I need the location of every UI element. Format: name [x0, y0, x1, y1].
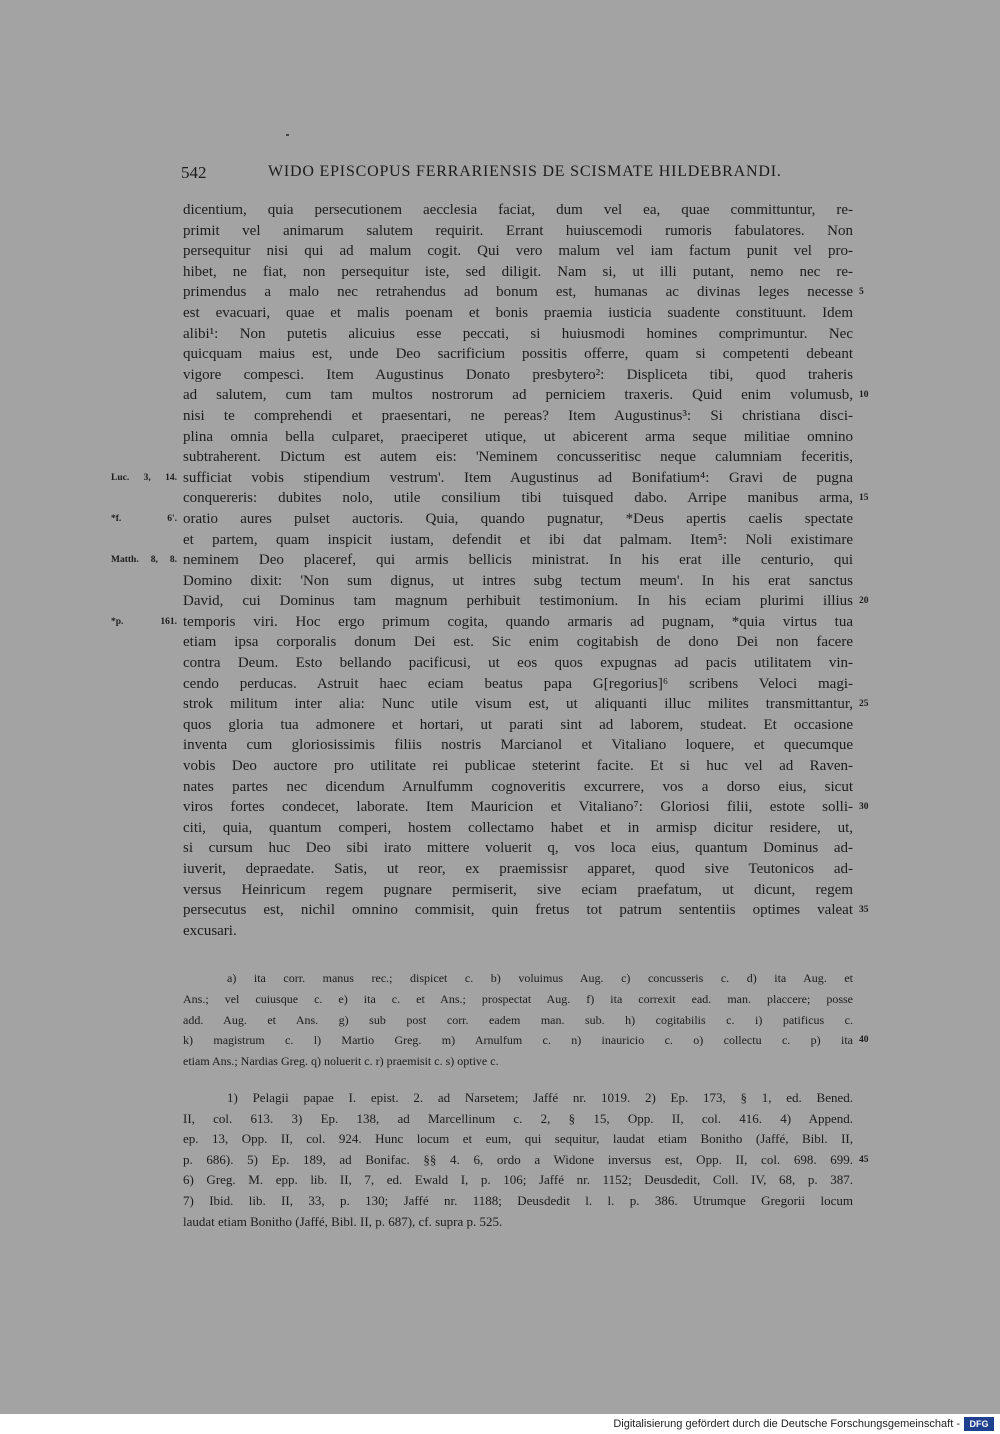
body-text: versus Heinricum regem pugnare permiserit, sive eciam praefatum, ut dicunt, regem [183, 881, 853, 898]
body-text: et partem, quam inspicit iustam, defendit et ibi dat palmam. Item⁵: Noli existimare [183, 531, 853, 548]
body-line [183, 488, 869, 509]
footnote-line [183, 1109, 853, 1130]
body-line [183, 303, 853, 324]
body-text: hibet, ne fiat, non persequitur iste, sed diligit. Nam si, ut illi putant, nemo nec re- [183, 263, 853, 280]
body-text: est evacuari, quae et malis poenam et bonis praemia iusticia suadente constituunt. Idem [183, 304, 853, 321]
body-text: persequitur nisi qui ad malum cogit. Qui vero malum vel iam factum punit vel pro- [183, 243, 853, 260]
body-text: David, cui Dominus tam magnum perhibuit testimonium. In his eciam plurimi illius [183, 593, 853, 610]
body-text: conquereris: dubites nolo, utile consilium tibi tuisqued dabo. Arripe manibus arma, [183, 490, 853, 507]
body-line [111, 509, 853, 530]
body-text: temporis viri. Hoc ergo primum cogita, quando armaris ad pugnam, *quia virtus tua [183, 613, 853, 630]
body-line [183, 365, 853, 386]
apparatus-line [183, 1051, 853, 1072]
line-number: 30 [859, 802, 869, 813]
apparatus-text: etiam Ans.; Nardias Greg. q) noluerit c. r) praemisit c. s) optive c. [183, 1054, 499, 1069]
body-text: iuverit, depraedate. Satis, ut reor, ex praemissisr apparet, quod sive Teutonicos ad- [183, 861, 853, 877]
body-line [183, 694, 869, 715]
line-number: 20 [859, 596, 869, 607]
body-line [183, 530, 853, 551]
body-line [183, 427, 853, 448]
body-line [183, 818, 853, 839]
body-line [183, 900, 869, 921]
apparatus-text: a) ita corr. manus rec.; dispicet c. b) voluimus Aug. c) concusseris c. d) ita Aug. et [227, 971, 853, 985]
margin-reference: Luc. 3, 14. [111, 472, 177, 483]
body-text: vobis Deo auctore pro utilitate rei publicae steterint facite. Et si huc vel ad Raven- [183, 758, 853, 775]
body-line [111, 550, 853, 571]
body-line [183, 838, 853, 859]
page-number: 542 [181, 163, 207, 182]
footnote-line [183, 1129, 853, 1150]
body-line [183, 632, 853, 653]
body-text: oratio aures pulset auctoris. Quia, quando pugnatur, *Deus apertis caelis spectate [183, 510, 853, 527]
line-number: 25 [859, 699, 869, 710]
funding-notice: Digitalisierung gefördert durch die Deutsche Forschungsgemeinschaft - [613, 1418, 960, 1430]
margin-reference: *f. 6'. [111, 513, 177, 524]
footnote-text: p. 686). 5) Ep. 189, ad Bonifac. §§ 4. 6, ordo a Widone inversus est, Opp. II, col. 698. 699. [183, 1151, 853, 1167]
dfg-logo: DFG [964, 1417, 994, 1431]
body-text: alibi¹: Non putetis alicuius esse peccati, si huiusmodi homines comprimuntur. Nec [183, 325, 853, 342]
body-text: excusari. [183, 922, 237, 939]
body-text: quicquam maius est, unde Deo sacrificium possitis offerre, quam si competenti debeant [183, 346, 853, 363]
body-line [183, 447, 853, 468]
body-text: dicentium, quia persecutionem aecclesia faciat, dum vel ea, quae committuntur, re- [183, 202, 853, 218]
body-text: quos gloria tua admonere et hortari, ut parati sint ad laborem, studeat. Et occasione [183, 716, 853, 733]
apparatus-text: add. Aug. et Ans. g) sub post corr. eadem man. sub. h) cogitabilis c. i) patificus c. [183, 1012, 853, 1027]
body-text: vigore compesci. Item Augustinus Donato presbytero²: Displiceta tibi, quod traheris [183, 366, 853, 383]
apparatus-line [183, 1030, 869, 1051]
body-line [183, 385, 869, 406]
body-line [111, 468, 853, 489]
body-line [183, 674, 853, 695]
body-text: primendus a malo nec retrahendus ad bonum est, humanas ac divinas leges necesse [183, 284, 853, 301]
body-line [183, 735, 853, 756]
line-number: 40 [859, 1035, 869, 1046]
body-text: citi, quia, quantum comperi, hostem collectamo habet et in armisp dicitur residere, ut, [183, 819, 853, 836]
body-line [183, 797, 869, 818]
body-text: primit vel animarum salutem requirit. Errant huiuscemodi rumoris fabulatores. Non [183, 222, 853, 239]
footnote-line [183, 1212, 853, 1233]
body-text: nisi te comprehendi et praesentari, ne pereas? Item Augustinus³: Si christiana disci- [183, 407, 853, 424]
line-number: 35 [859, 905, 869, 916]
footer-bar [0, 1414, 1000, 1434]
body-line [111, 612, 853, 633]
body-line [183, 324, 853, 345]
body-line [183, 777, 853, 798]
footnote-text: 6) Greg. M. epp. lib. II, 7, ed. Ewald I, p. 106; Jaffé nr. 1152; Deusdedit, Coll. IV, 68, p. 387. [183, 1172, 853, 1188]
body-text: persecutus est, nichil omnino commisit, quin fretus tot patrum sententiis optimes valeat [183, 902, 853, 919]
body-text: si cursum huc Deo sibi irato mittere voluerit q, vos loca eius, quantum Dominus ad- [183, 840, 853, 857]
body-line [183, 591, 869, 612]
line-number: 15 [859, 493, 869, 504]
body-line [183, 282, 864, 303]
body-text: strok militum inter alia: Nunc utile visum est, ut aliquanti illuc milites transmittantur, [183, 696, 853, 713]
margin-reference: Matth. 8, 8. [111, 555, 177, 566]
body-line [183, 344, 853, 365]
line-number: 45 [859, 1154, 869, 1165]
body-text: neminem Deo placeref, qui armis bellicis ministrat. In his erat ille centurio, qui [183, 552, 853, 569]
footnote-line [183, 1088, 853, 1109]
body-line [183, 262, 853, 283]
body-line [183, 221, 853, 242]
footnote-text: 1) Pelagii papae I. epist. 2. ad Narsetem; Jaffé nr. 1019. 2) Ep. 173, § 1, ed. Bened. [227, 1090, 853, 1105]
body-line [183, 880, 853, 901]
body-line [183, 756, 853, 777]
footnote-line [183, 1150, 869, 1171]
body-text: plina omnia bella culparet, praeciperet utique, ut abicerent arma seque militiae omnino [183, 428, 853, 445]
body-text: contra Deum. Esto bellando pacificusi, ut eos quos expugnas ad pacis utilitatem vin- [183, 655, 853, 672]
line-number: 5 [859, 287, 864, 298]
body-line [183, 921, 853, 942]
footnote-line [183, 1170, 853, 1191]
apparatus-line [183, 1010, 853, 1031]
body-line [183, 715, 853, 736]
line-number: 10 [859, 390, 869, 401]
body-text: ad salutem, cum tam multos nostrorum ad perniciem traxeris. Quid enim volumusb, [183, 387, 853, 404]
body-line [183, 406, 853, 427]
main-text [111, 200, 869, 941]
body-text: sufficiat vobis stipendium vestrum'. Item Augustinus ad Bonifatium⁴: Gravi de pugna [183, 469, 853, 486]
critical-apparatus [183, 968, 869, 1072]
body-line [183, 571, 853, 592]
body-text: subtraherent. Dictum est autem eis: 'Neminem concusseritisc neque calumniam feceritis, [183, 449, 853, 466]
body-text: viros fortes condecet, laborate. Item Mauricion et Vitaliano⁷: Gloriosi filii, estote solli- [183, 799, 853, 816]
margin-reference: *p. 161. [111, 616, 177, 627]
running-title: WIDO EPISCOPUS FERRARIENSIS DE SCISMATE HILDEBRANDI. [268, 163, 782, 180]
body-text: Domino dixit: 'Non sum dignus, ut intres subg tectum meum'. In his erat sanctus [183, 572, 853, 589]
body-text: etiam ipsa corporalis donum Dei est. Sic enim cogitabish de dono Dei non facere [183, 634, 853, 651]
body-text: nates partes nec dicendum Arnulfumm cognoveritis excurrere, vos a dorso eius, sicut [183, 778, 853, 795]
body-line [183, 653, 853, 674]
footnotes [183, 1088, 869, 1232]
scan-speck [286, 134, 289, 136]
body-text: cendo perducas. Astruit haec eciam beatus papa G[regorius]⁶ scribens Veloci magi- [183, 675, 853, 692]
footnote-line [183, 1191, 853, 1212]
apparatus-text: k) magistrum c. l) Martio Greg. m) Arnulfum c. n) inauricio c. o) collectu c. p) ita [183, 1033, 853, 1048]
body-line [183, 200, 853, 221]
footnote-text: 7) Ibid. lib. II, 33, p. 130; Jaffé nr. 1188; Deusdedit l. l. p. 386. Utrumque Gregorii locum [183, 1192, 853, 1208]
body-line [183, 859, 853, 880]
running-head [0, 160, 1000, 186]
body-text: inventa cum gloriosissimis filiis nostris Marcianol et Vitaliano loquere, et quecumque [183, 737, 853, 754]
apparatus-line [183, 989, 853, 1010]
apparatus-text: Ans.; vel cuiusque c. e) ita c. et Ans.; prospectat Aug. f) ita correxit ead. man. placcere; posse [183, 991, 853, 1006]
body-line [183, 241, 853, 262]
footnote-text: II, col. 613. 3) Ep. 138, ad Marcellinum c. 2, § 15, Opp. II, col. 416. 4) Append. [183, 1110, 853, 1126]
footnote-text: ep. 13, Opp. II, col. 924. Hunc locum et eum, qui sequitur, laudat etiam Bonitho (Jaffé, Bibl. II, [183, 1131, 853, 1147]
footnote-text: laudat etiam Bonitho (Jaffé, Bibl. II, p. 687), cf. supra p. 525. [183, 1213, 503, 1229]
apparatus-line [183, 968, 853, 989]
